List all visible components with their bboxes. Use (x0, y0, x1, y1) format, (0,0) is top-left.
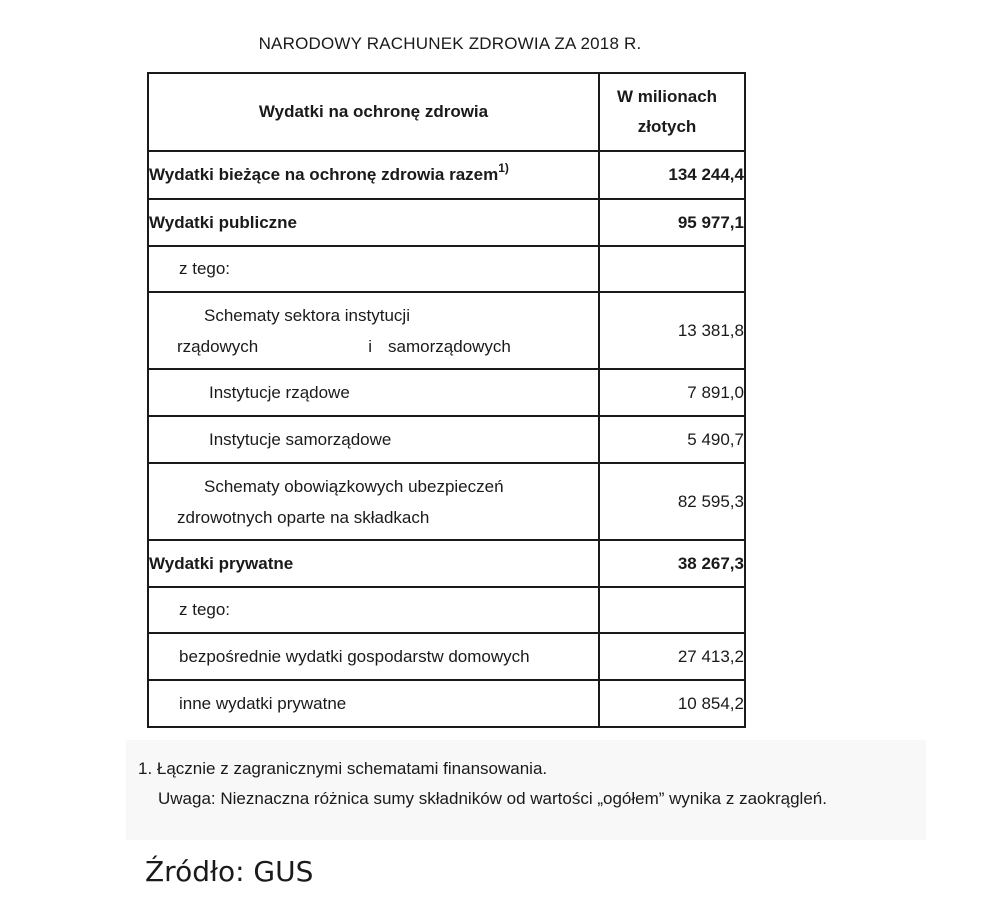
table-row (148, 540, 745, 587)
label-part: rządowych (177, 336, 259, 356)
row-label-private: Wydatki prywatne (148, 540, 599, 587)
row-value-local-gov: 5 490,7 (599, 416, 745, 463)
header-unit (599, 73, 745, 151)
row-value-public: 95 977,1 (599, 199, 745, 246)
row-label-text: Wydatki bieżące na ochronę zdrowia razem (149, 165, 499, 184)
row-label-other-private: inne wydatki prywatne (148, 680, 599, 727)
table-row (148, 633, 745, 680)
row-label-line2: zdrowotnych oparte na składkach (177, 507, 430, 527)
row-label-local-gov: Instytucje samorządowe (148, 416, 599, 463)
row-value-central-gov: 7 891,0 (599, 369, 745, 416)
table-title: NARODOWY RACHUNEK ZDROWIA ZA 2018 R. (258, 34, 642, 53)
row-label-insurance-schemes (148, 463, 599, 540)
footnote-1: 1. Łącznie z zagranicznymi schematami finansowania. (138, 759, 548, 778)
row-label-ztego-public: z tego: (148, 246, 599, 292)
row-label-gov-schemes (148, 292, 599, 369)
table-row (148, 369, 745, 416)
footnotes (126, 740, 926, 840)
row-value-total: 134 244,4 (599, 151, 745, 199)
row-value-insurance-schemes: 82 595,3 (599, 463, 745, 540)
footnote-note: Uwaga: Nieznaczna różnica sumy składników od wartości „ogółem” wynika z zaokrągleń. (158, 789, 827, 808)
row-label-line2 (149, 331, 598, 362)
table-row (148, 199, 745, 246)
table-row (148, 292, 745, 369)
row-value-other-private: 10 854,2 (599, 680, 745, 727)
row-value-gov-schemes: 13 381,8 (599, 292, 745, 369)
table-row (148, 463, 745, 540)
row-value-household: 27 413,2 (599, 633, 745, 680)
table-row (148, 416, 745, 463)
row-value-ztego-public (599, 246, 745, 292)
table-row (148, 680, 745, 727)
source-caption: Źródło: GUS (145, 855, 314, 888)
row-label-public: Wydatki publiczne (148, 199, 599, 246)
health-accounts-table (147, 72, 746, 728)
row-value-private: 38 267,3 (599, 540, 745, 587)
label-part: i (368, 336, 373, 356)
footnote-marker: 1) (498, 161, 509, 175)
row-label-total (148, 151, 599, 199)
row-label-line1: Schematy obowiązkowych ubezpieczeń (204, 476, 504, 496)
table-row (148, 151, 745, 199)
row-label-central-gov: Instytucje rządowe (148, 369, 599, 416)
table-header-row (148, 73, 745, 151)
header-unit-line2: złotych (637, 117, 697, 136)
label-part: samorządowych (388, 336, 511, 356)
table-row (148, 587, 745, 633)
header-unit-line1: W milionach (616, 87, 718, 106)
row-label-ztego-private: z tego: (148, 587, 599, 633)
table-row (148, 246, 745, 292)
row-value-ztego-private (599, 587, 745, 633)
row-label-line1: Schematy sektora instytucji (204, 305, 410, 325)
row-label-household: bezpośrednie wydatki gospodarstw domowych (148, 633, 599, 680)
header-expenditure: Wydatki na ochronę zdrowia (148, 73, 599, 151)
